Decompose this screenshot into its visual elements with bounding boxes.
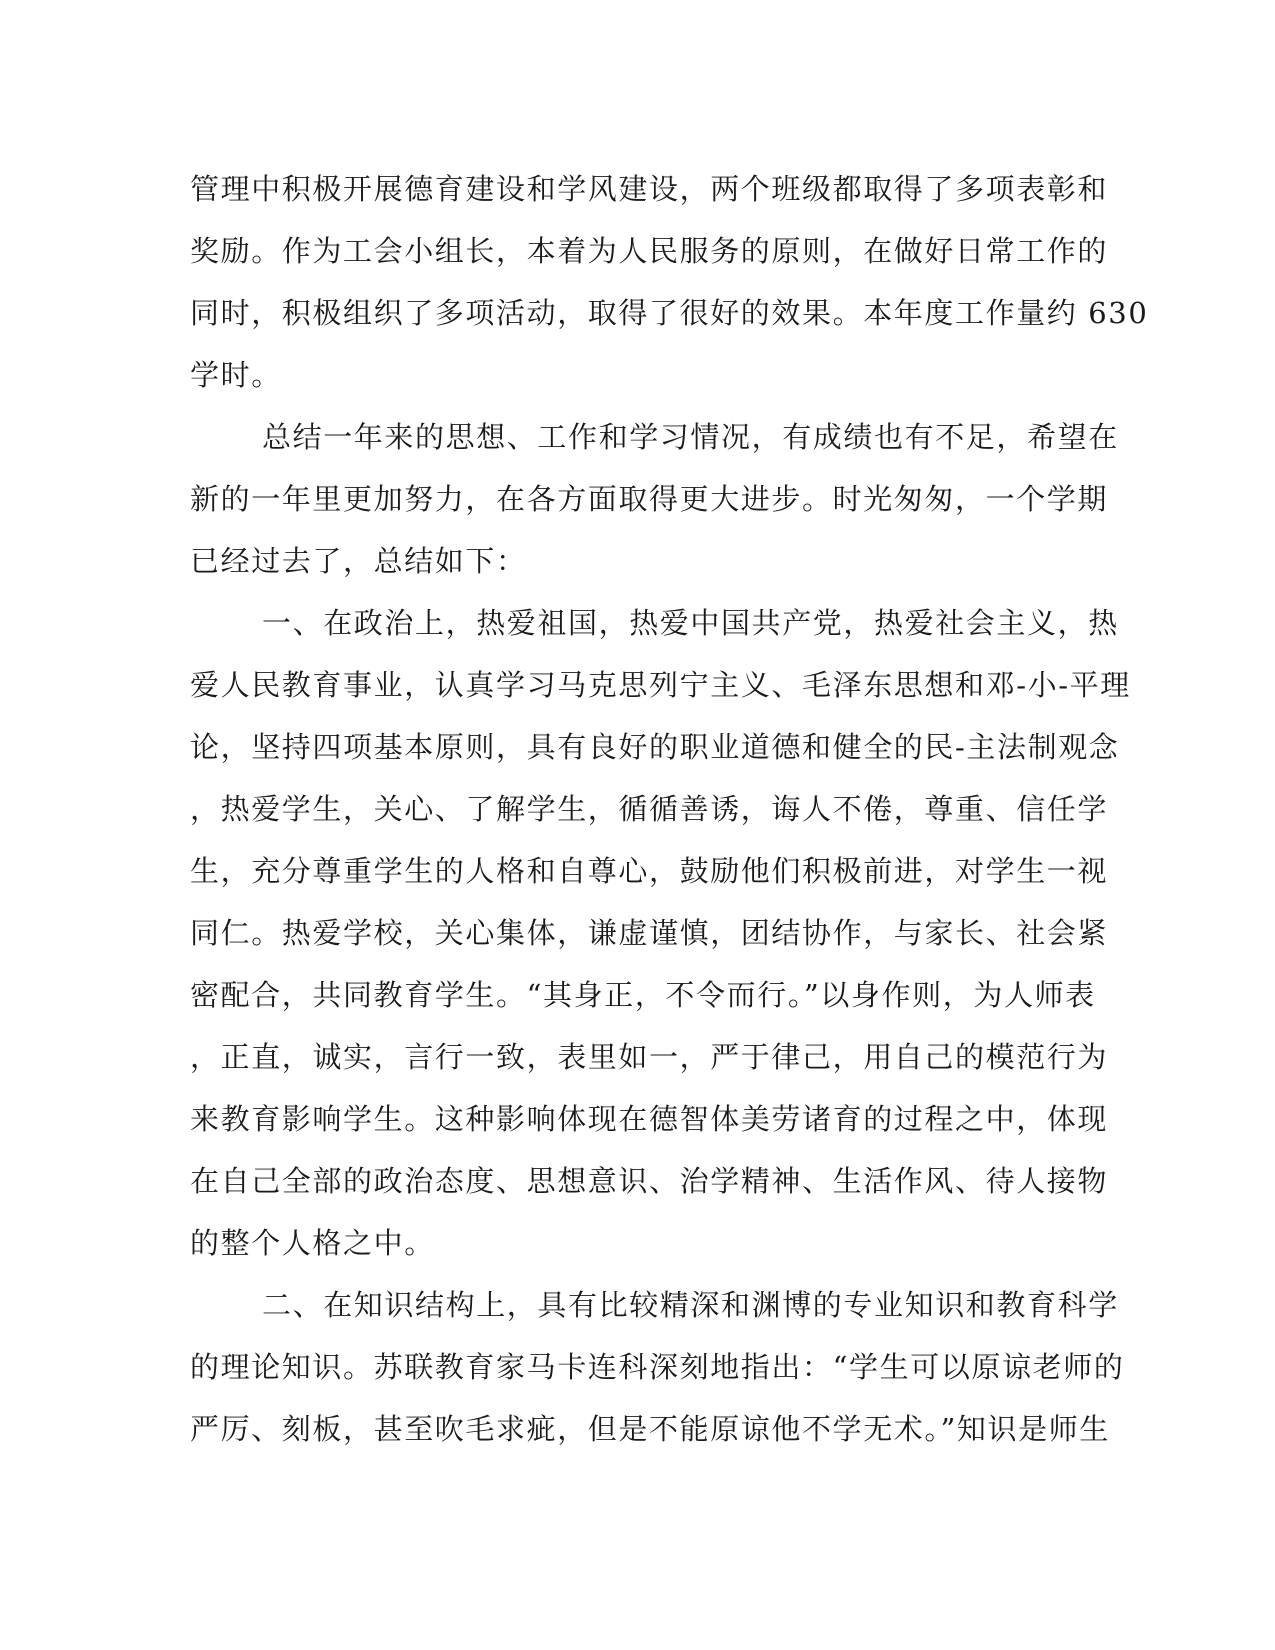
paragraph-start-line: 总结一年来的思想、工作和学习情况，有成绩也有不足，希望在 — [262, 420, 1119, 454]
text-line: 来教育影响学生。这种影响体现在德智体美劳诸育的过程之中，体现 — [190, 1102, 1109, 1136]
text-line: 密配合，共同教育学生。“其身正，不令而行。”以身作则，为人师表 — [190, 978, 1096, 1012]
text-line: ，热爱学生，关心、了解学生，循循善诱，诲人不倦，尊重、信任学 — [190, 792, 1109, 826]
text-line: 的理论知识。苏联教育家马卡连科深刻地指出：“学生可以原谅老师的 — [190, 1350, 1125, 1384]
paragraph-start-line: 二、在知识结构上，具有比较精深和渊博的专业知识和教育科学 — [262, 1288, 1119, 1322]
text-line: 同时，积极组织了多项活动，取得了很好的效果。本年度工作量约 630 — [190, 296, 1149, 330]
text-line: 管理中积极开展德育建设和学风建设，两个班级都取得了多项表彰和 — [190, 172, 1109, 206]
text-line: 在自己全部的政治态度、思想意识、治学精神、生活作风、待人接物 — [190, 1164, 1109, 1198]
text-line: ，正直，诚实，言行一致，表里如一，严于律己，用自己的模范行为 — [190, 1040, 1109, 1074]
text-line: 学时。 — [190, 358, 282, 392]
body-text — [190, 158, 1149, 1460]
paragraph-start-line: 一、在政治上，热爱祖国，热爱中国共产党，热爱社会主义，热 — [262, 606, 1119, 640]
text-line: 同仁。热爱学校，关心集体，谦虚谨慎，团结协作，与家长、社会紧 — [190, 916, 1109, 950]
text-line: 的整个人格之中。 — [190, 1226, 435, 1260]
text-line: 生，充分尊重学生的人格和自尊心，鼓励他们积极前进，对学生一视 — [190, 854, 1109, 888]
text-line: 爱人民教育事业，认真学习马克思列宁主义、毛泽东思想和邓-小-平理 — [190, 668, 1131, 702]
text-line: 已经过去了，总结如下： — [190, 544, 527, 578]
text-line: 论，坚持四项基本原则，具有良好的职业道德和健全的民-主法制观念 — [190, 730, 1120, 764]
text-line: 新的一年里更加努力，在各方面取得更大进步。时光匆匆，一个学期 — [190, 482, 1109, 516]
text-line: 严厉、刻板，甚至吹毛求疵，但是不能原谅他不学无术。”知识是师生 — [190, 1412, 1110, 1446]
text-line: 奖励。作为工会小组长，本着为人民服务的原则，在做好日常工作的 — [190, 234, 1109, 268]
